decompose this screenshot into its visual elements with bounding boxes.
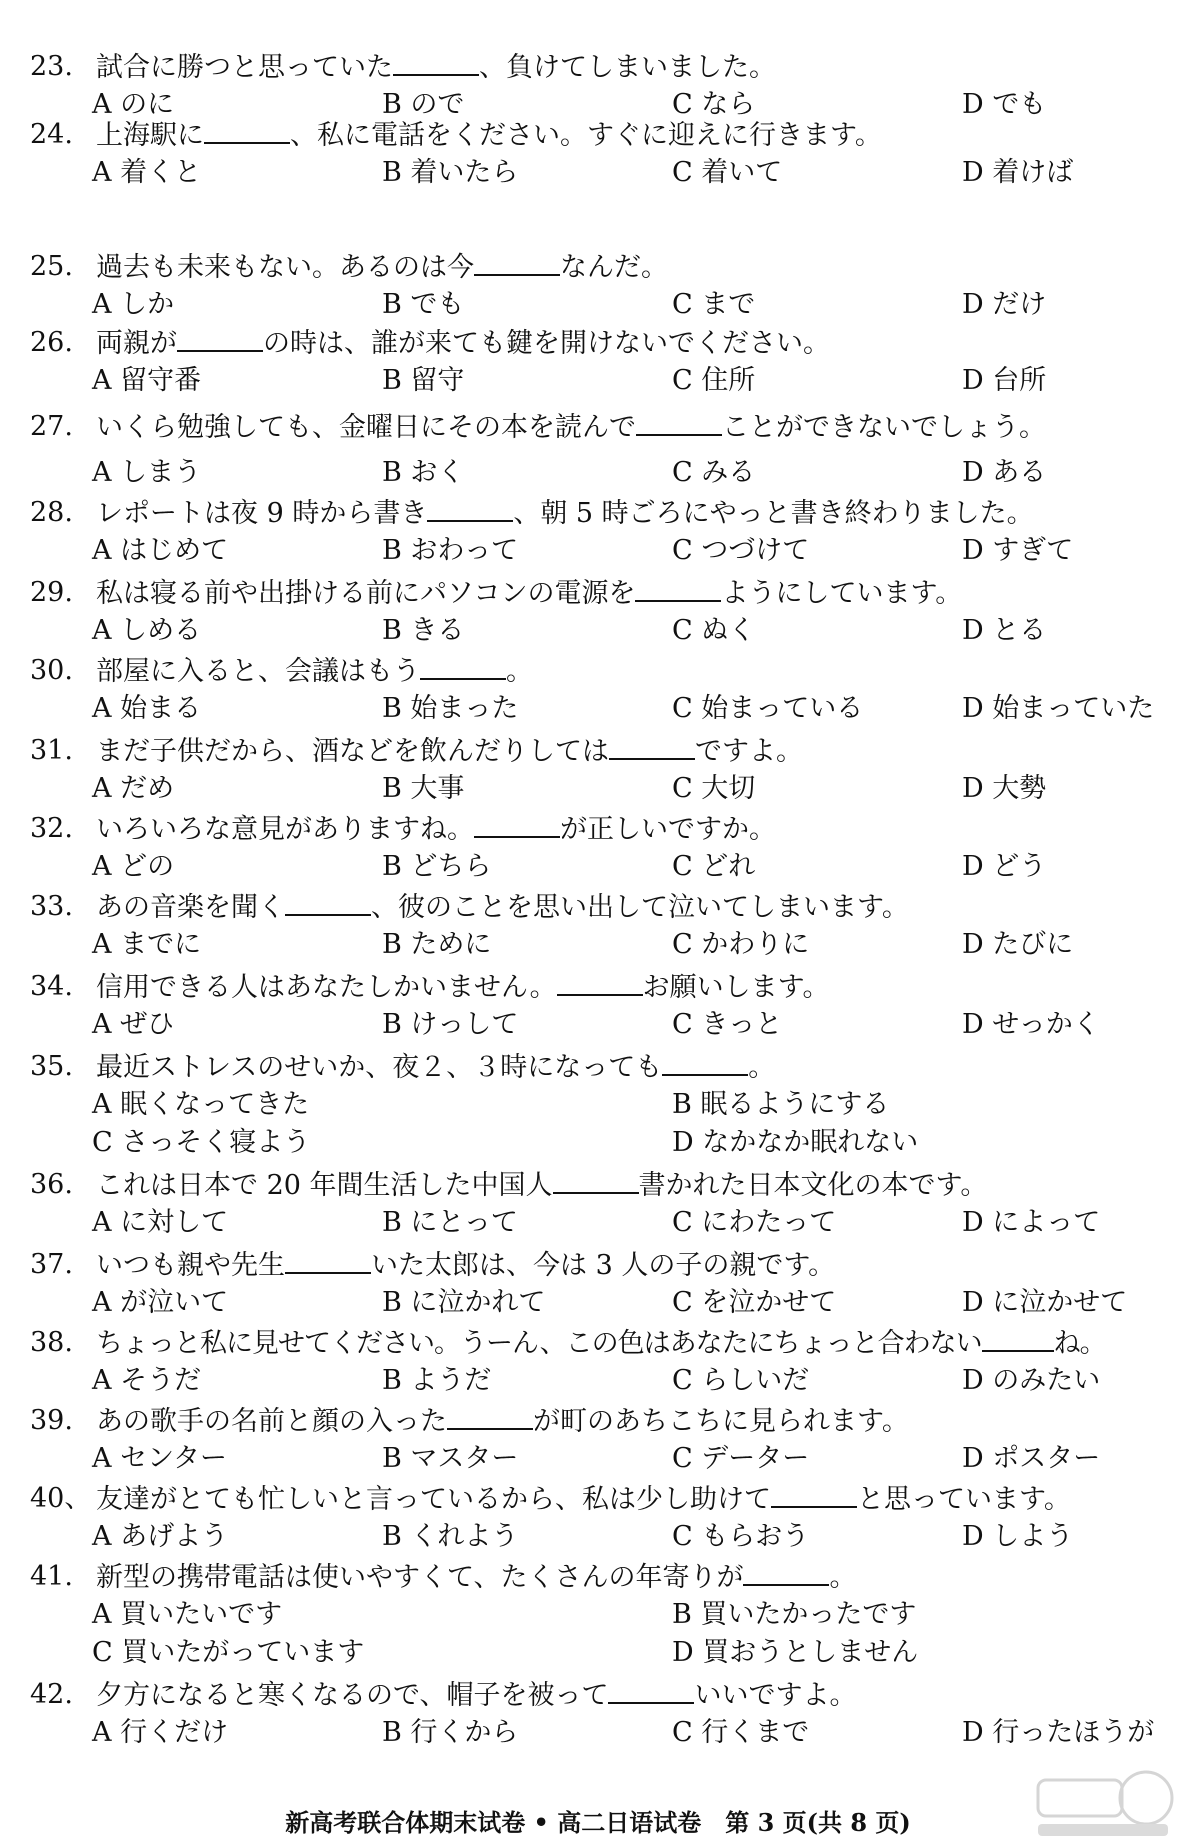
option-a: A はじめて <box>92 535 229 566</box>
option-c: C 行くまで <box>672 1717 810 1748</box>
question-25 <box>0 248 1196 324</box>
option-a: A 留守番 <box>92 365 202 396</box>
question-number: 36. <box>30 1169 73 1200</box>
option-d: D たびに <box>962 929 1074 960</box>
option-b: B 留守 <box>382 365 465 396</box>
option-c: C データー <box>672 1443 810 1474</box>
option-a: A のに <box>92 89 175 120</box>
answer-blank <box>285 1246 371 1274</box>
question-text: 新型の携帯電話は使いやすくて、たくさんの年寄りが 。 <box>96 1558 856 1597</box>
option-b: B マスター <box>382 1443 519 1474</box>
answer-blank <box>636 408 722 436</box>
option-c: C まで <box>672 289 756 320</box>
question-number: 34. <box>30 971 73 1002</box>
question-28 <box>0 494 1196 570</box>
question-39 <box>0 1402 1196 1478</box>
question-number: 25. <box>30 251 73 282</box>
option-c: C つづけて <box>672 535 810 566</box>
option-a: A に対して <box>92 1207 229 1238</box>
option-c: C 大切 <box>672 773 756 804</box>
option-b: B に泣かれて <box>382 1287 546 1318</box>
option-a: A あげよう <box>92 1521 229 1552</box>
option-c: C らしいだ <box>672 1365 810 1396</box>
option-b: B 行くから <box>382 1717 519 1748</box>
answer-blank <box>982 1324 1054 1352</box>
option-d: D 買おうとしません <box>672 1637 919 1668</box>
option-b: B ために <box>382 929 492 960</box>
option-b: B どちら <box>382 851 492 882</box>
question-number: 39. <box>30 1405 73 1436</box>
option-a: A ぜひ <box>92 1009 175 1040</box>
option-a: A しか <box>92 289 175 320</box>
question-number: 37. <box>30 1249 73 1280</box>
question-number: 38. <box>30 1327 73 1358</box>
question-number: 40、 <box>30 1483 92 1514</box>
question-30 <box>0 652 1196 728</box>
question-number: 28. <box>30 497 73 528</box>
question-number: 32. <box>30 813 73 844</box>
answer-blank <box>393 48 479 76</box>
option-b: B 眠るようにする <box>672 1089 890 1120</box>
answer-blank <box>420 652 506 680</box>
question-38 <box>0 1324 1196 1400</box>
question-text: いつも親や先生 いた太郎は、今は 3 人の子の親です。 <box>96 1246 835 1285</box>
option-d: D とる <box>962 615 1047 646</box>
question-text: 部屋に入ると、会議はもう 。 <box>96 652 533 691</box>
option-b: B 買いたかったです <box>672 1599 917 1630</box>
option-b: B 大事 <box>382 773 465 804</box>
answer-blank <box>427 494 513 522</box>
question-text: まだ子供だから、酒などを飲んだりしては ですよ。 <box>96 732 803 771</box>
question-number: 31. <box>30 735 73 766</box>
option-d: D ある <box>962 457 1047 488</box>
option-d: D のみたい <box>962 1365 1101 1396</box>
option-a: A そうだ <box>92 1365 202 1396</box>
option-c: C さっそく寝よう <box>92 1127 311 1158</box>
question-number: 29. <box>30 577 73 608</box>
option-c: C もらおう <box>672 1521 810 1552</box>
question-29 <box>0 574 1196 650</box>
option-a: A センター <box>92 1443 228 1474</box>
question-32 <box>0 810 1196 886</box>
question-text: 両親が の時は、誰が来ても鍵を開けないでください。 <box>96 324 830 363</box>
option-b: B おわって <box>382 535 519 566</box>
question-text: いくら勉強しても、金曜日にその本を読んで ことができないでしょう。 <box>96 408 1046 447</box>
answer-blank <box>662 1048 748 1076</box>
question-text: 私は寝る前や出掛ける前にパソコンの電源を ようにしています。 <box>96 574 962 613</box>
option-a: A しまう <box>92 457 202 488</box>
question-37 <box>0 1246 1196 1322</box>
option-d: D すぎて <box>962 535 1074 566</box>
option-c: C を泣かせて <box>672 1287 837 1318</box>
option-c: C きっと <box>672 1009 783 1040</box>
question-40 <box>0 1480 1196 1556</box>
option-a: A 眠くなってきた <box>92 1089 310 1120</box>
question-27 <box>0 408 1196 492</box>
question-31 <box>0 732 1196 808</box>
answer-blank <box>635 574 721 602</box>
option-c: C 始まっている <box>672 693 864 724</box>
question-24 <box>0 116 1196 192</box>
question-text: 試合に勝つと思っていた 、負けてしまいました。 <box>96 48 776 87</box>
question-number: 24. <box>30 119 73 150</box>
question-text: 友達がとても忙しいと言っているから、私は少し助けて と思っています。 <box>96 1480 1071 1519</box>
question-36 <box>0 1166 1196 1242</box>
question-42 <box>0 1676 1196 1752</box>
question-text: レポートは夜 9 時から書き 、朝 5 時ごろにやっと書き終わりました。 <box>96 494 1034 533</box>
question-text: いろいろな意見がありますね。 が正しいですか。 <box>96 810 776 849</box>
answer-blank <box>474 248 560 276</box>
option-c: C 住所 <box>672 365 756 396</box>
option-d: D に泣かせて <box>962 1287 1128 1318</box>
option-a: A 着くと <box>92 157 202 188</box>
option-d: D 始まっていた <box>962 693 1155 724</box>
option-c: C どれ <box>672 851 756 882</box>
question-26 <box>0 324 1196 400</box>
option-a: A が泣いて <box>92 1287 229 1318</box>
option-b: B きる <box>382 615 465 646</box>
answer-blank <box>553 1166 639 1194</box>
question-text: あの音楽を聞く 、彼のことを思い出して泣いてしまいます。 <box>96 888 909 927</box>
option-d: D だけ <box>962 289 1047 320</box>
question-23 <box>0 48 1196 124</box>
question-text: 過去も未来もない。あるのは今 なんだ。 <box>96 248 668 287</box>
question-number: 33. <box>30 891 73 922</box>
question-text: あの歌手の名前と顔の入った が町のあちこちに見られます。 <box>96 1402 909 1441</box>
option-a: A だめ <box>92 773 175 804</box>
question-text: これは日本で 20 年間生活した中国人 書かれた日本文化の本です。 <box>96 1166 987 1205</box>
option-d: D 行ったほうが <box>962 1717 1155 1748</box>
option-c: C なら <box>672 89 756 120</box>
answer-blank <box>204 116 290 144</box>
page-footer: 新高考联合体期末试卷 • 高二日语试卷 第 3 页(共 8 页) <box>285 1808 911 1837</box>
option-a: A 行くだけ <box>92 1717 229 1748</box>
answer-blank <box>743 1558 829 1586</box>
question-number: 27. <box>30 411 73 442</box>
option-c: C かわりに <box>672 929 810 960</box>
question-34 <box>0 968 1196 1044</box>
option-b: B ので <box>382 89 465 120</box>
question-35 <box>0 1048 1196 1162</box>
option-c: C にわたって <box>672 1207 837 1238</box>
option-d: D しよう <box>962 1521 1074 1552</box>
option-c: C 買いたがっています <box>92 1637 365 1668</box>
question-41 <box>0 1558 1196 1672</box>
option-b: B 始まった <box>382 693 519 724</box>
option-b: B ようだ <box>382 1365 492 1396</box>
option-a: A しめる <box>92 615 202 646</box>
option-a: A どの <box>92 851 175 882</box>
option-b: B けっして <box>382 1009 519 1040</box>
option-b: B おく <box>382 457 465 488</box>
option-d: D でも <box>962 89 1047 120</box>
question-number: 23. <box>30 51 73 82</box>
option-a: A 始まる <box>92 693 202 724</box>
option-d: D 台所 <box>962 365 1047 396</box>
option-b: B くれよう <box>382 1521 519 1552</box>
question-33 <box>0 888 1196 964</box>
option-a: A 買いたいです <box>92 1599 283 1630</box>
answer-blank <box>609 732 695 760</box>
option-d: D どう <box>962 851 1047 882</box>
question-number: 26. <box>30 327 73 358</box>
option-d: D によって <box>962 1207 1101 1238</box>
question-text: 上海駅に 、私に電話をください。すぐに迎えに行きます。 <box>96 116 882 155</box>
question-text: 最近ストレスのせいか、夜２、３時になっても 。 <box>96 1048 775 1087</box>
question-text: 夕方になると寒くなるので、帽子を被って いいですよ。 <box>96 1676 856 1715</box>
option-d: D せっかく <box>962 1009 1100 1040</box>
option-a: A までに <box>92 929 202 960</box>
answer-blank <box>557 968 643 996</box>
option-d: D 大勢 <box>962 773 1047 804</box>
option-c: C 着いて <box>672 157 783 188</box>
question-text: ちょっと私に見せてください。うーん、この色はあなたにちょっと合わない ね。 <box>96 1324 1106 1363</box>
option-d: D 着けば <box>962 157 1074 188</box>
answer-blank <box>285 888 371 916</box>
question-number: 42. <box>30 1679 73 1710</box>
question-number: 30. <box>30 655 73 686</box>
option-c: C みる <box>672 457 756 488</box>
question-text: 信用できる人はあなたしかいません。 お願いします。 <box>96 968 829 1007</box>
option-b: B 着いたら <box>382 157 519 188</box>
option-d: D ポスター <box>962 1443 1101 1474</box>
question-number: 35. <box>30 1051 73 1082</box>
answer-blank <box>608 1676 694 1704</box>
option-c: C ぬく <box>672 615 756 646</box>
option-b: B でも <box>382 289 465 320</box>
question-number: 41. <box>30 1561 73 1592</box>
option-d: D なかなか眠れない <box>672 1127 919 1158</box>
answer-blank <box>474 810 560 838</box>
answer-blank <box>177 324 263 352</box>
option-b: B にとって <box>382 1207 518 1238</box>
answer-blank <box>447 1402 533 1430</box>
answer-blank <box>771 1480 857 1508</box>
